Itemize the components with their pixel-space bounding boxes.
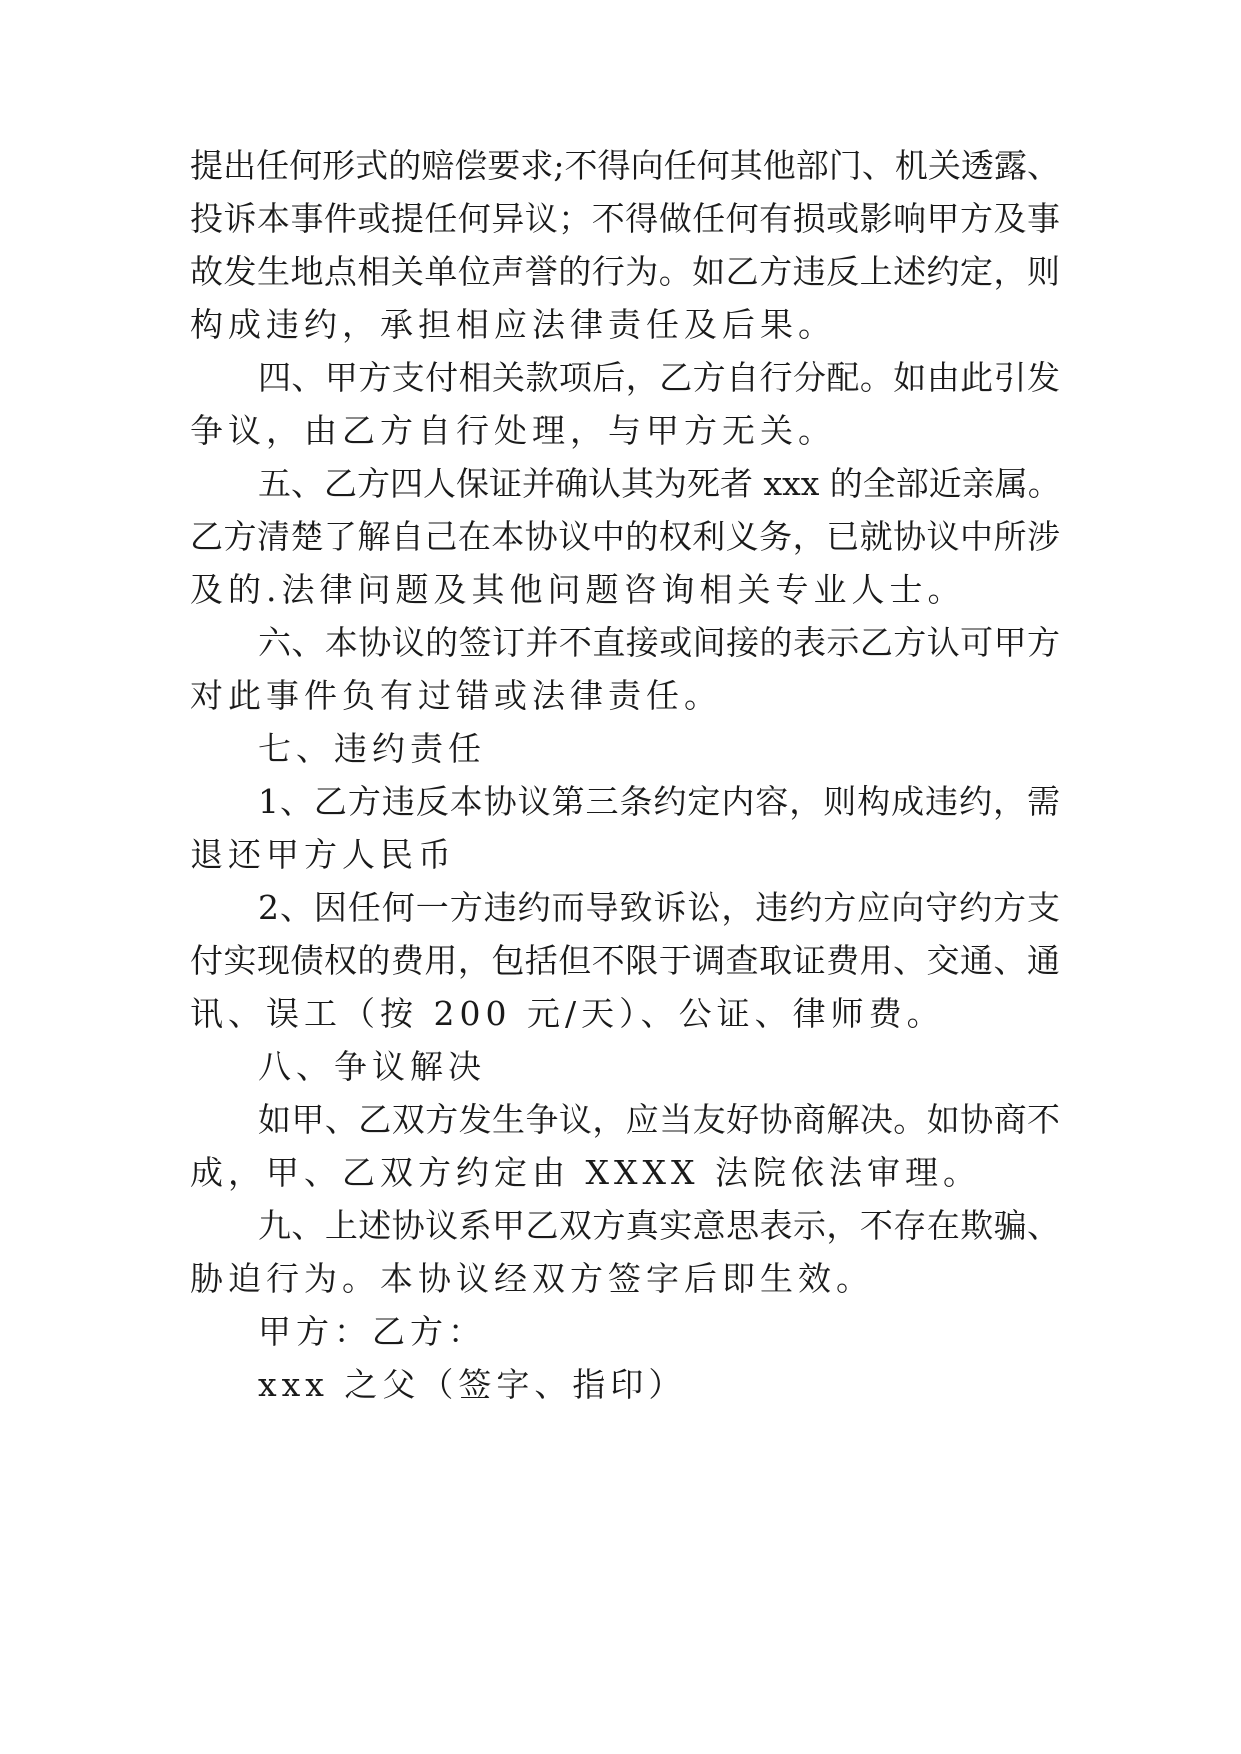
text-line: 2、因任何一方违约而导致诉讼，违约方应向守约方支 [258,888,1060,927]
text-line: 如甲、乙双方发生争议，应当友好协商解决。如协商不 [258,1100,1060,1139]
text-line: 退还甲方人民币 [190,835,456,874]
text-line: 1、乙方违反本协议第三条约定内容，则构成违约，需 [258,782,1060,821]
text-line: 九、上述协议系甲乙双方真实意思表示，不存在欺骗、 [258,1206,1060,1245]
text-line: 五、乙方四人保证并确认其为死者 xxx 的全部近亲属。 [258,464,1061,503]
text-line: 争议，由乙方自行处理，与甲方无关。 [190,411,836,450]
signature-parties: 甲方：乙方： [258,1312,486,1351]
text-line: 投诉本事件或提任何异议；不得做任何有损或影响甲方及事 [190,199,1060,238]
text-line: 四、甲方支付相关款项后，乙方自行分配。如由此引发 [258,358,1060,397]
text-line: 讯、误工（按 200 元/天）、公证、律师费。 [190,994,945,1033]
text-line: 提出任何形式的赔偿要求;不得向任何其他部门、机关透露、 [190,146,1060,185]
text-line: 故发生地点相关单位声誉的行为。如乙方违反上述约定，则 [190,252,1060,291]
text-line: 六、本协议的签订并不直接或间接的表示乙方认可甲方 [258,623,1060,662]
text-line: 及的.法律问题及其他问题咨询相关专业人士。 [190,570,966,609]
section-heading: 八、争议解决 [258,1047,486,1086]
signature-line: xxx 之父（签字、指印） [258,1365,687,1404]
section-heading: 七、违约责任 [258,729,486,768]
text-line: 对此事件负有过错或法律责任。 [190,676,722,715]
text-line: 构成违约，承担相应法律责任及后果。 [190,305,836,344]
text-line: 付实现债权的费用，包括但不限于调查取证费用、交通、通 [190,941,1060,980]
text-line: 乙方清楚了解自己在本协议中的权利义务，已就协议中所涉 [190,517,1060,556]
text-line: 成，甲、乙双方约定由 XXXX 法院依法审理。 [190,1153,981,1192]
text-line: 胁迫行为。本协议经双方签字后即生效。 [190,1259,874,1298]
